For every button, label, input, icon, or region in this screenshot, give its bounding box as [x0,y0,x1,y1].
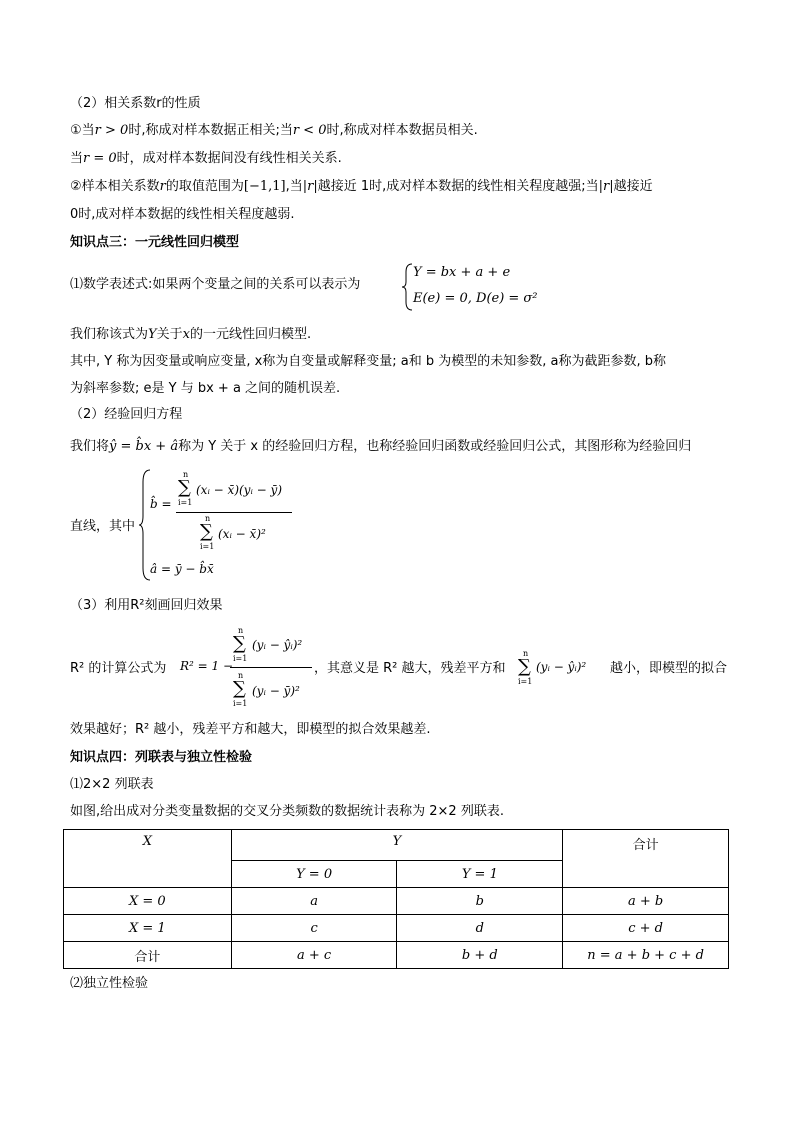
sum-symbol: ∑ [233,633,246,654]
section-heading-linear-model: 知识点三：一元线性回归模型 [70,235,240,250]
residual-sum-expression: (yᵢ − ŷᵢ)² [536,660,587,674]
b-hat-lhs: b̂ = [150,497,172,511]
r-squared-lhs: R² = 1 − [180,659,234,673]
sum-symbol: ∑ [200,521,213,542]
paragraph-correlation-weak: 0时,成对样本数据的线性相关程度越弱. [70,207,295,222]
paragraph-model-name: 我们称该式为Y关于x的一元线性回归模型. [70,327,312,342]
sum-upper-limit: n [205,514,211,523]
paragraph-regression-equation: 我们将ŷ = b̂x + â称为 Y 关于 x 的经验回归方程，也称经验回归函数或经验回归公式，其图形称为经验回归 [70,439,692,454]
paragraph-r-squared-conclusion: 效果越好；R² 越小，残差平方和越大，即模型的拟合效果越差. [70,722,431,737]
sum-lower-limit: i=1 [200,542,215,551]
table-cell: b + d [397,942,563,969]
table-cell: X = 0 [64,888,232,915]
table-cell: a + b [563,888,729,915]
sum-symbol: ∑ [518,656,531,677]
table-cell: d [397,915,563,942]
b-hat-fraction-bar [176,512,292,513]
system-brace [400,262,414,312]
subheading-contingency-table: ⑴2×2 列联表 [70,777,154,792]
paragraph-parameters: 为斜率参数; e是 Y 与 bx + a 之间的随机误差. [70,381,341,396]
table-cell: a [231,888,397,915]
section-heading-r-squared: （3）利用R²刻画回归效果 [70,598,223,613]
paragraph-r-squared-formula-text: R² 的计算公式为 [70,661,167,676]
table-row [64,915,729,942]
table-header-row [64,830,729,861]
sum-lower-limit: i=1 [518,677,533,686]
a-hat-equation: â = ȳ − b̂x̄ [150,562,214,576]
paragraph-correlation-zero: 当r = 0时，成对样本数据间没有线性相关关系. [70,151,342,166]
paragraph-correlation-sign: ①当r > 0时,称成对样本数据正相关;当r < 0时,称成对样本数据员相关. [70,123,478,138]
sum-upper-limit: n [523,649,529,658]
sum-lower-limit: i=1 [233,699,248,708]
paragraph-variables: 其中, Y 称为因变量或响应变量, x称为自变量或解释变量; a和 b 为模型的未知参数, a称为截距参数, b称 [70,354,667,369]
r-squared-fraction-bar [230,667,312,668]
table-cell: 合计 [64,942,232,969]
table-header-y: Y [231,830,562,861]
paragraph-correlation-range: ②样本相关系数r的取值范围为[−1,1],当|r|越接近 1时,成对样本数据的线性相关程度越强;当|r|越接近 [70,179,653,194]
sum-lower-limit: i=1 [178,498,193,507]
subheading-independence-test: ⑵独立性检验 [70,976,149,991]
paragraph-model-statement: ⑴数学表述式:如果两个变量之间的关系可以表示为 [70,277,361,292]
table-header-y0: Y = 0 [231,861,397,888]
table-cell: c + d [563,915,729,942]
table-cell: n = a + b + c + d [563,942,729,969]
b-hat-denominator: (xᵢ − x̄)² [218,527,266,541]
r-squared-numerator: (yᵢ − ŷᵢ)² [252,638,303,652]
sum-upper-limit: n [238,671,244,680]
sum-lower-limit: i=1 [233,654,248,663]
paragraph-r-squared-meaning: ，其意义是 R² 越大，残差平方和 [314,661,506,676]
system-equation-2: E(e) = 0, D(e) = σ² [413,291,538,306]
table-cell: X = 1 [64,915,232,942]
sum-upper-limit: n [183,470,189,479]
sum-symbol: ∑ [178,477,191,498]
b-hat-numerator: (xᵢ − x̄)(yᵢ − ȳ) [196,483,283,497]
table-row [64,888,729,915]
section-heading-correlation: （2）相关系数r的性质 [70,96,201,111]
paragraph-where: 直线，其中 [70,519,136,534]
table-cell: b [397,888,563,915]
paragraph-r-squared-fit: 越小，即模型的拟合 [610,661,728,676]
table-header-x: X [64,830,232,888]
paragraph-contingency-description: 如图,给出成对分类变量数据的交叉分类频数的数据统计表称为 2×2 列联表. [70,804,504,819]
table-cell: a + c [231,942,397,969]
r-squared-denominator: (yᵢ − ȳ)² [252,684,300,698]
table-header-total: 合计 [563,830,729,888]
sum-upper-limit: n [238,626,244,635]
section-heading-regression-equation: （2）经验回归方程 [70,407,183,422]
contingency-table [63,829,729,969]
table-cell: c [231,915,397,942]
table-header-y1: Y = 1 [397,861,563,888]
table-row [64,942,729,969]
sum-symbol: ∑ [233,678,246,699]
system-equation-1: Y = bx + a + e [413,265,511,280]
section-heading-contingency: 知识点四：列联表与独立性检验 [70,750,253,765]
